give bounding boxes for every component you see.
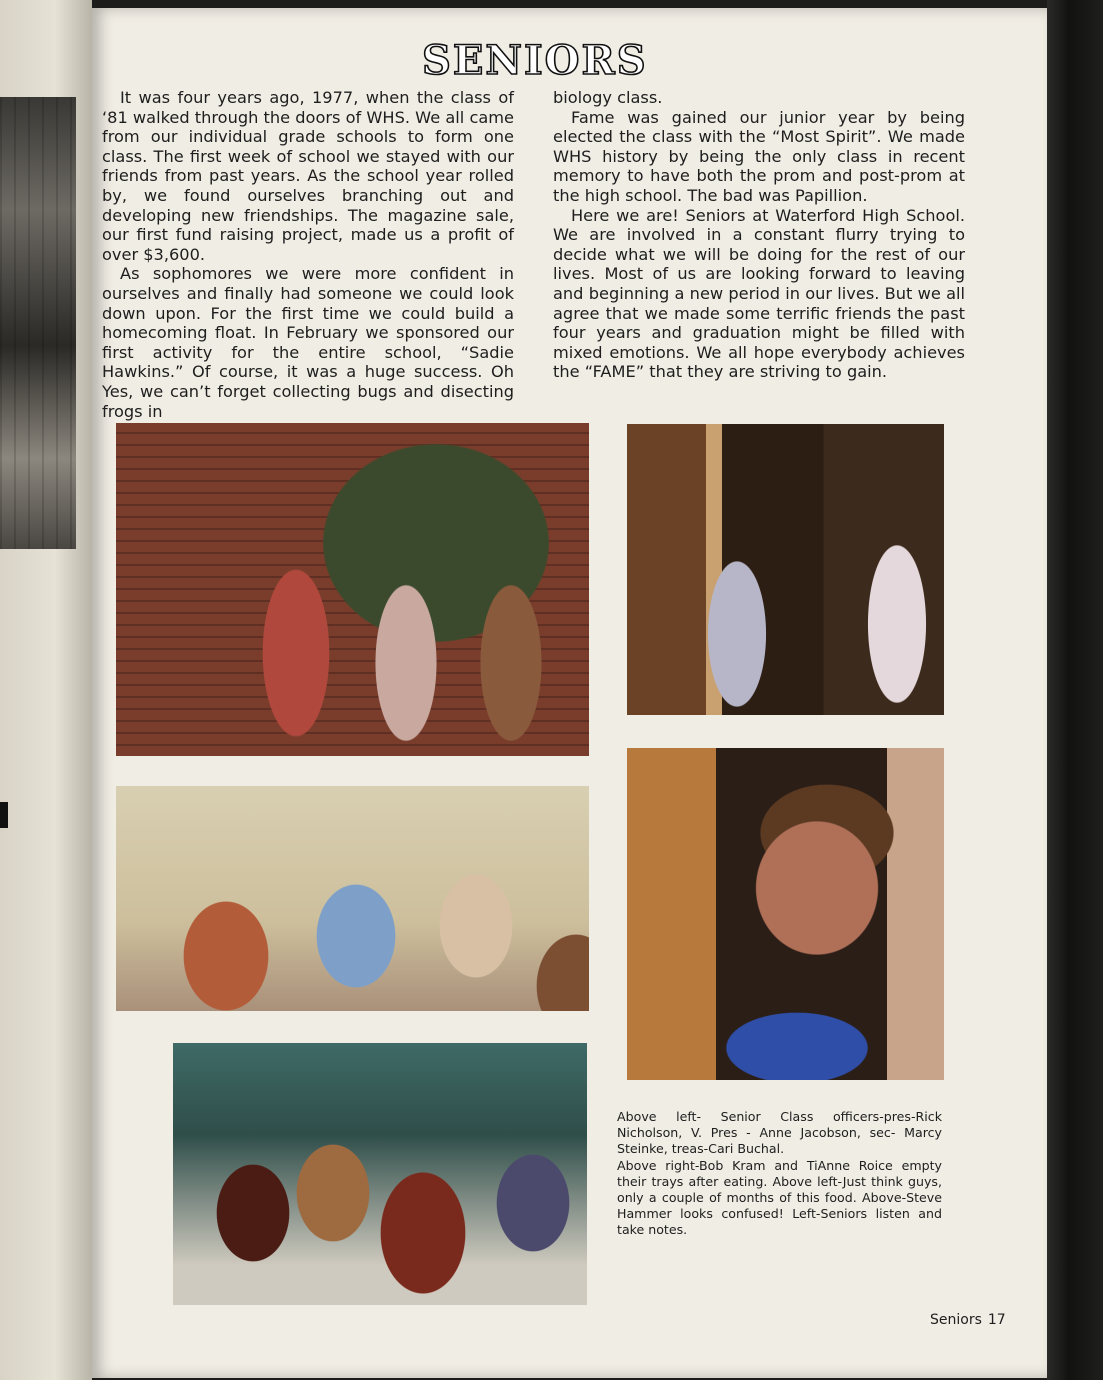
facing-page-photo (0, 97, 76, 549)
photo-students-eating (116, 786, 589, 1011)
photo-students-taking-notes (173, 1043, 587, 1305)
photo-caption (617, 1109, 942, 1239)
page-footer (930, 1312, 1020, 1328)
photo-class-officers (116, 423, 589, 756)
photo-two-students-doorway (627, 424, 944, 715)
text-column-left (102, 88, 514, 421)
paragraph: Fame was gained our junior year by being elected the class with the “Most Spirit”. We made WHS history by being the only class in recent memory to have both the prom and post-prom at the high school. The bad was Papillion. (553, 107, 965, 205)
paragraph: biology class. (553, 88, 663, 107)
facing-page-text-fragment (0, 802, 8, 828)
paragraph: It was four years ago, 1977, when the class of ‘81 walked through the doors of WHS. We all came from our individual grade schools to form one class. The first week of school we stayed with our friends from past years. As the school year rolled by, we found ourselves branching out and developing new friendships. The magazine sale, our first fund raising project, made us a profit of over $3,600. (102, 88, 514, 264)
photo-student-smiling (627, 748, 944, 1080)
section-label: Seniors (930, 1312, 982, 1328)
page-title: SENIORS (422, 37, 648, 84)
caption-paragraph: Above right-Bob Kram and TiAnne Roice empty their trays after eating. Above left-Just think guys, only a couple of months of this food. Above-Steve Hammer looks confused! Left-Seniors listen and take notes. (617, 1157, 942, 1238)
paragraph: As sophomores we were more confident in ourselves and finally had someone we could look down upon. For the first time we could build a homecoming float. In February we sponsored our first activity for the entire school, “Sadie Hawkins.” Of course, it was a huge success. Oh Yes, we can’t forget collecting bugs and disecting frogs in (102, 264, 514, 421)
caption-paragraph: Above left- Senior Class officers-pres-Rick Nicholson, V. Pres - Anne Jacobson, sec- Marcy Steinke, treas-Cari Buchal. (617, 1109, 942, 1157)
page-number: 17 (987, 1312, 1006, 1328)
facing-page (0, 0, 92, 1380)
book-edge (1047, 0, 1103, 1380)
paragraph: Here we are! Seniors at Waterford High School. We are involved in a constant flurry trying to decide what we will be doing for the rest of our lives. Most of us are looking forward to leaving and beginning a new period in our lives. But we all agree that we made some terrific friends the past four years and graduation might be filled with mixed emotions. We all hope everybody achieves the “FAME” that they are striving to gain. (553, 205, 965, 382)
text-column-right (553, 88, 965, 382)
